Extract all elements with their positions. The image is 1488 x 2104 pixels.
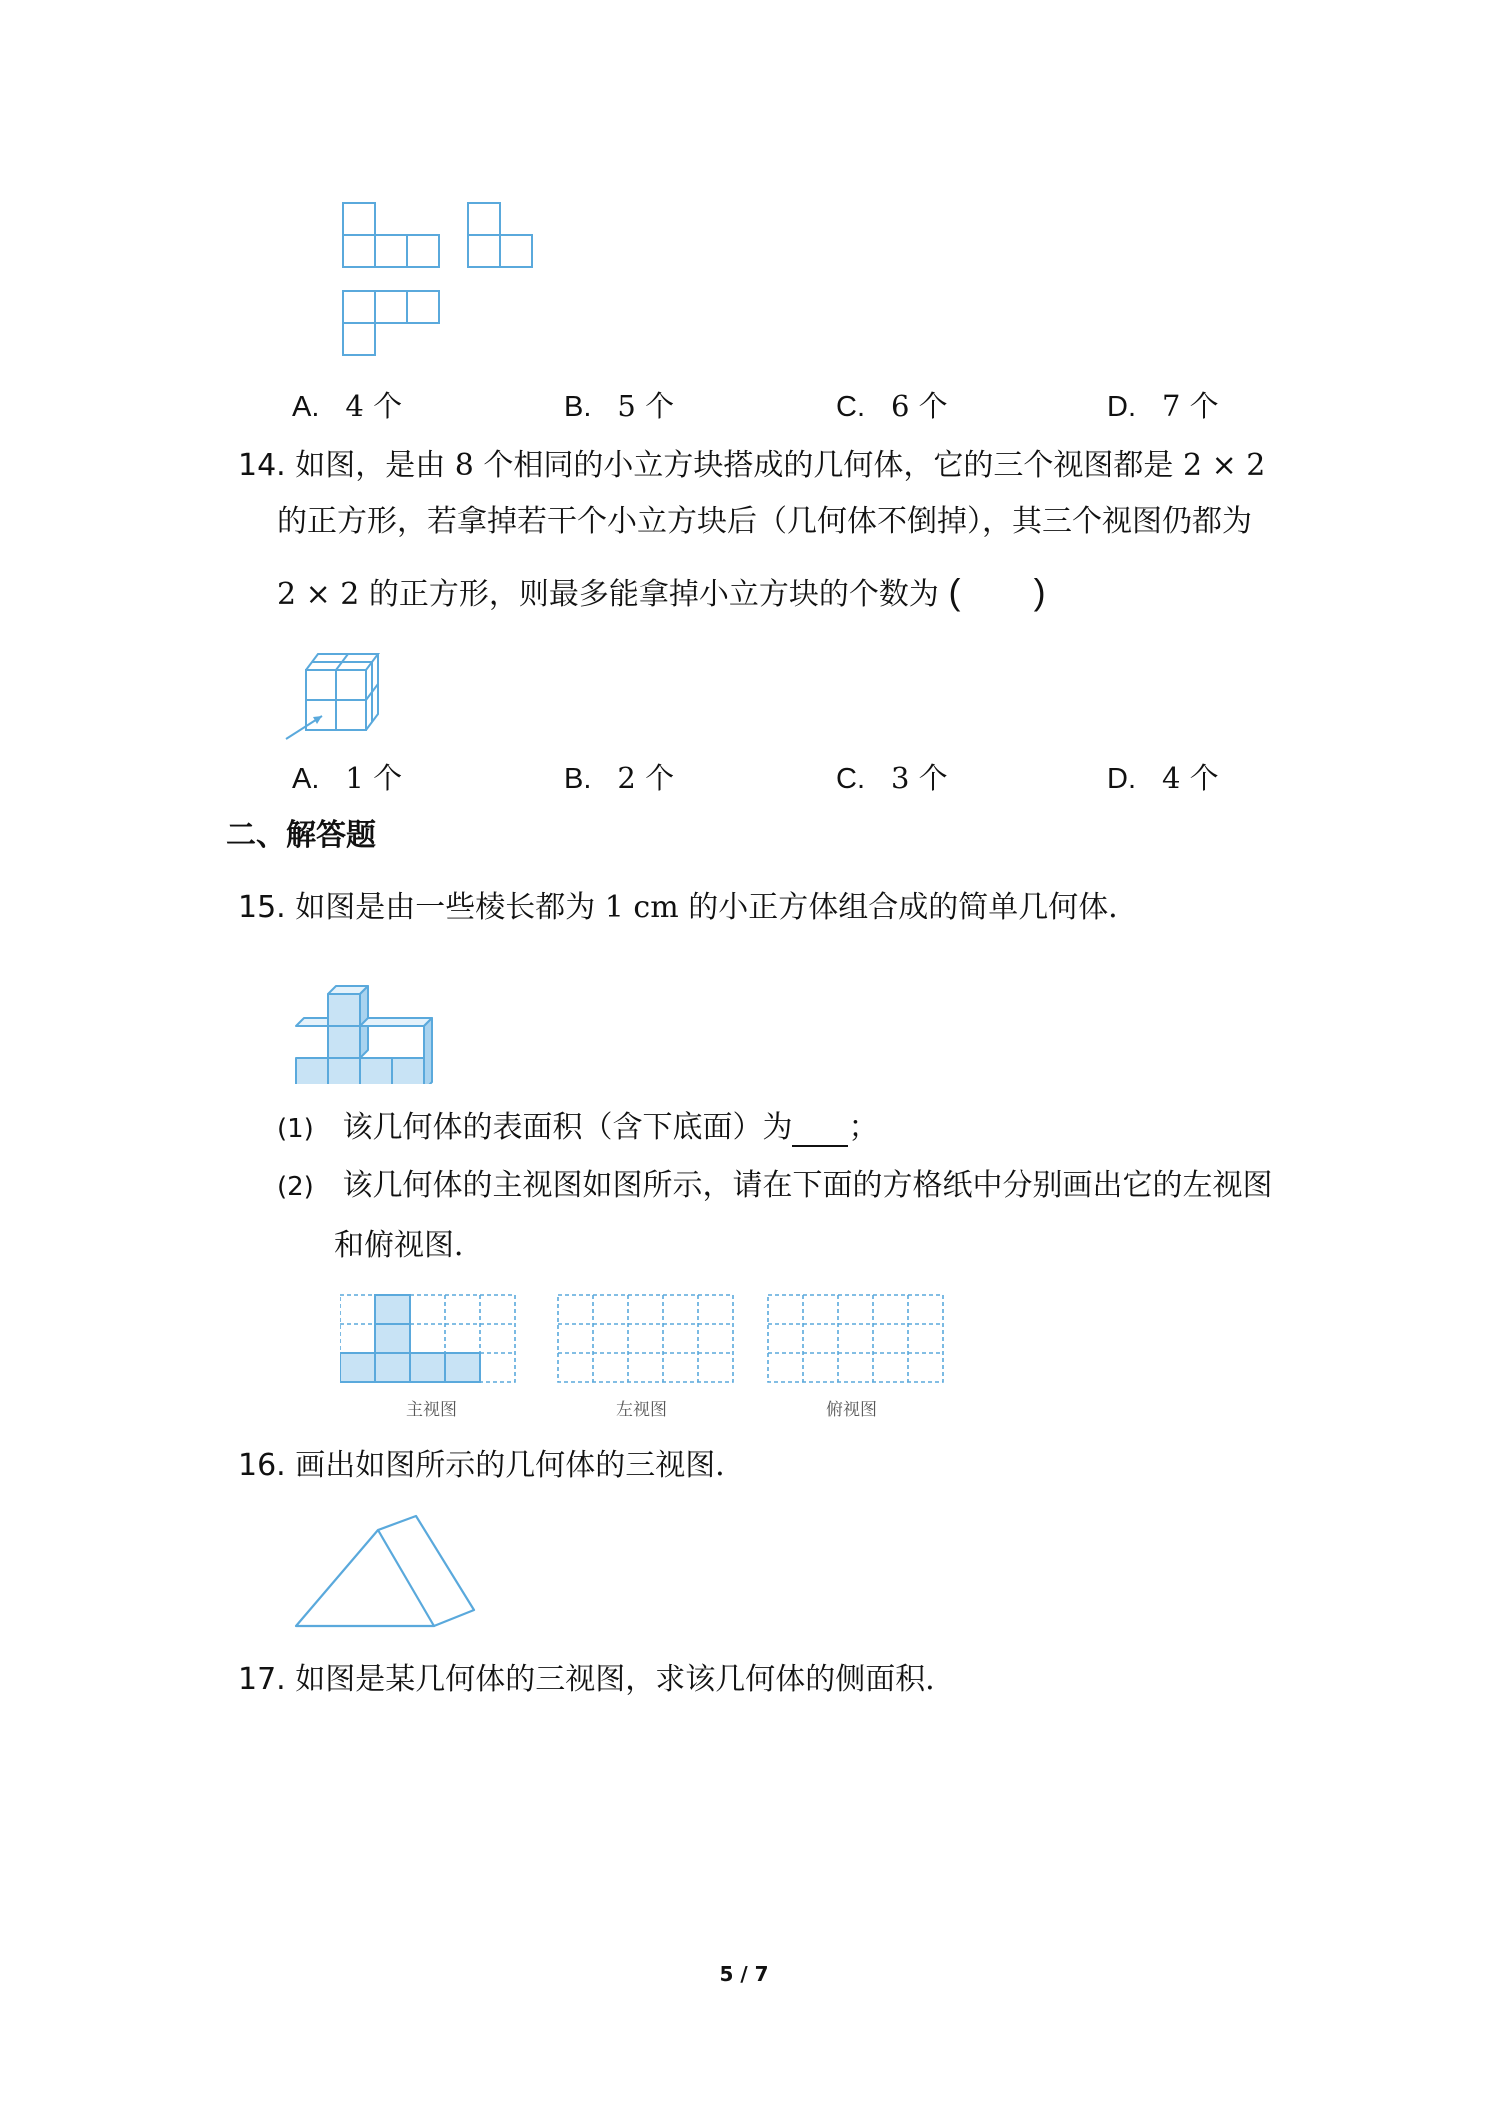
answer-paren-open: ( [948, 571, 961, 612]
q14-line3: 2 × 2 的正方形，则最多能拿掉小立方块的个数为 ( ) [277, 571, 1046, 612]
q13-option-b: B. 5 个 [564, 389, 675, 423]
q14-line1: 14. 如图，是由 8 个相同的小立方块搭成的几何体，它的三个视图都是 2 × 2 [238, 448, 1266, 483]
q17-text: 17. 如图是某几何体的三视图，求该几何体的侧面积． [238, 1662, 956, 1697]
answer-paren-close: ) [1033, 571, 1046, 612]
q14-option-a: A. 1 个 [292, 761, 403, 795]
q15-text: 15. 如图是由一些棱长都为 1 cm 的小正方体组合成的简单几何体． [238, 890, 1139, 925]
answer-blank [792, 1115, 848, 1147]
q13-option-d: D. 7 个 [1107, 389, 1219, 423]
q13-option-a: A. 4 个 [292, 389, 403, 423]
q13-three-views-figure [340, 200, 540, 360]
q15-sub2-line1: (2) 该几何体的主视图如图所示，请在下面的方格纸中分别画出它的左视图 [277, 1168, 1273, 1203]
q14-option-c: C. 3 个 [836, 761, 948, 795]
caption-left-view: 左视图 [616, 1400, 667, 1420]
q14-option-b: B. 2 个 [564, 761, 675, 795]
q15-view-grids [340, 1290, 950, 1390]
q13-option-c: C. 6 个 [836, 389, 948, 423]
q15-sub2-line2: 和俯视图． [334, 1228, 484, 1263]
section-title: 二、解答题 [226, 818, 376, 853]
q16-text: 16. 画出如图所示的几何体的三视图． [238, 1448, 746, 1483]
q14-line2: 的正方形，若拿掉若干个小立方块后（几何体不倒掉），其三个视图仍都为 [277, 504, 1252, 539]
caption-top-view: 俯视图 [826, 1400, 877, 1420]
q16-prism-figure [290, 1512, 480, 1632]
q14-option-d: D. 4 个 [1107, 761, 1219, 795]
caption-front-view: 主视图 [406, 1400, 457, 1420]
q15-solid-figure [288, 984, 438, 1084]
page-number: 5 / 7 [719, 1962, 769, 1986]
q15-sub1: (1) 该几何体的表面积（含下底面）为 ； [277, 1110, 879, 1145]
q14-cube-figure [282, 644, 392, 744]
